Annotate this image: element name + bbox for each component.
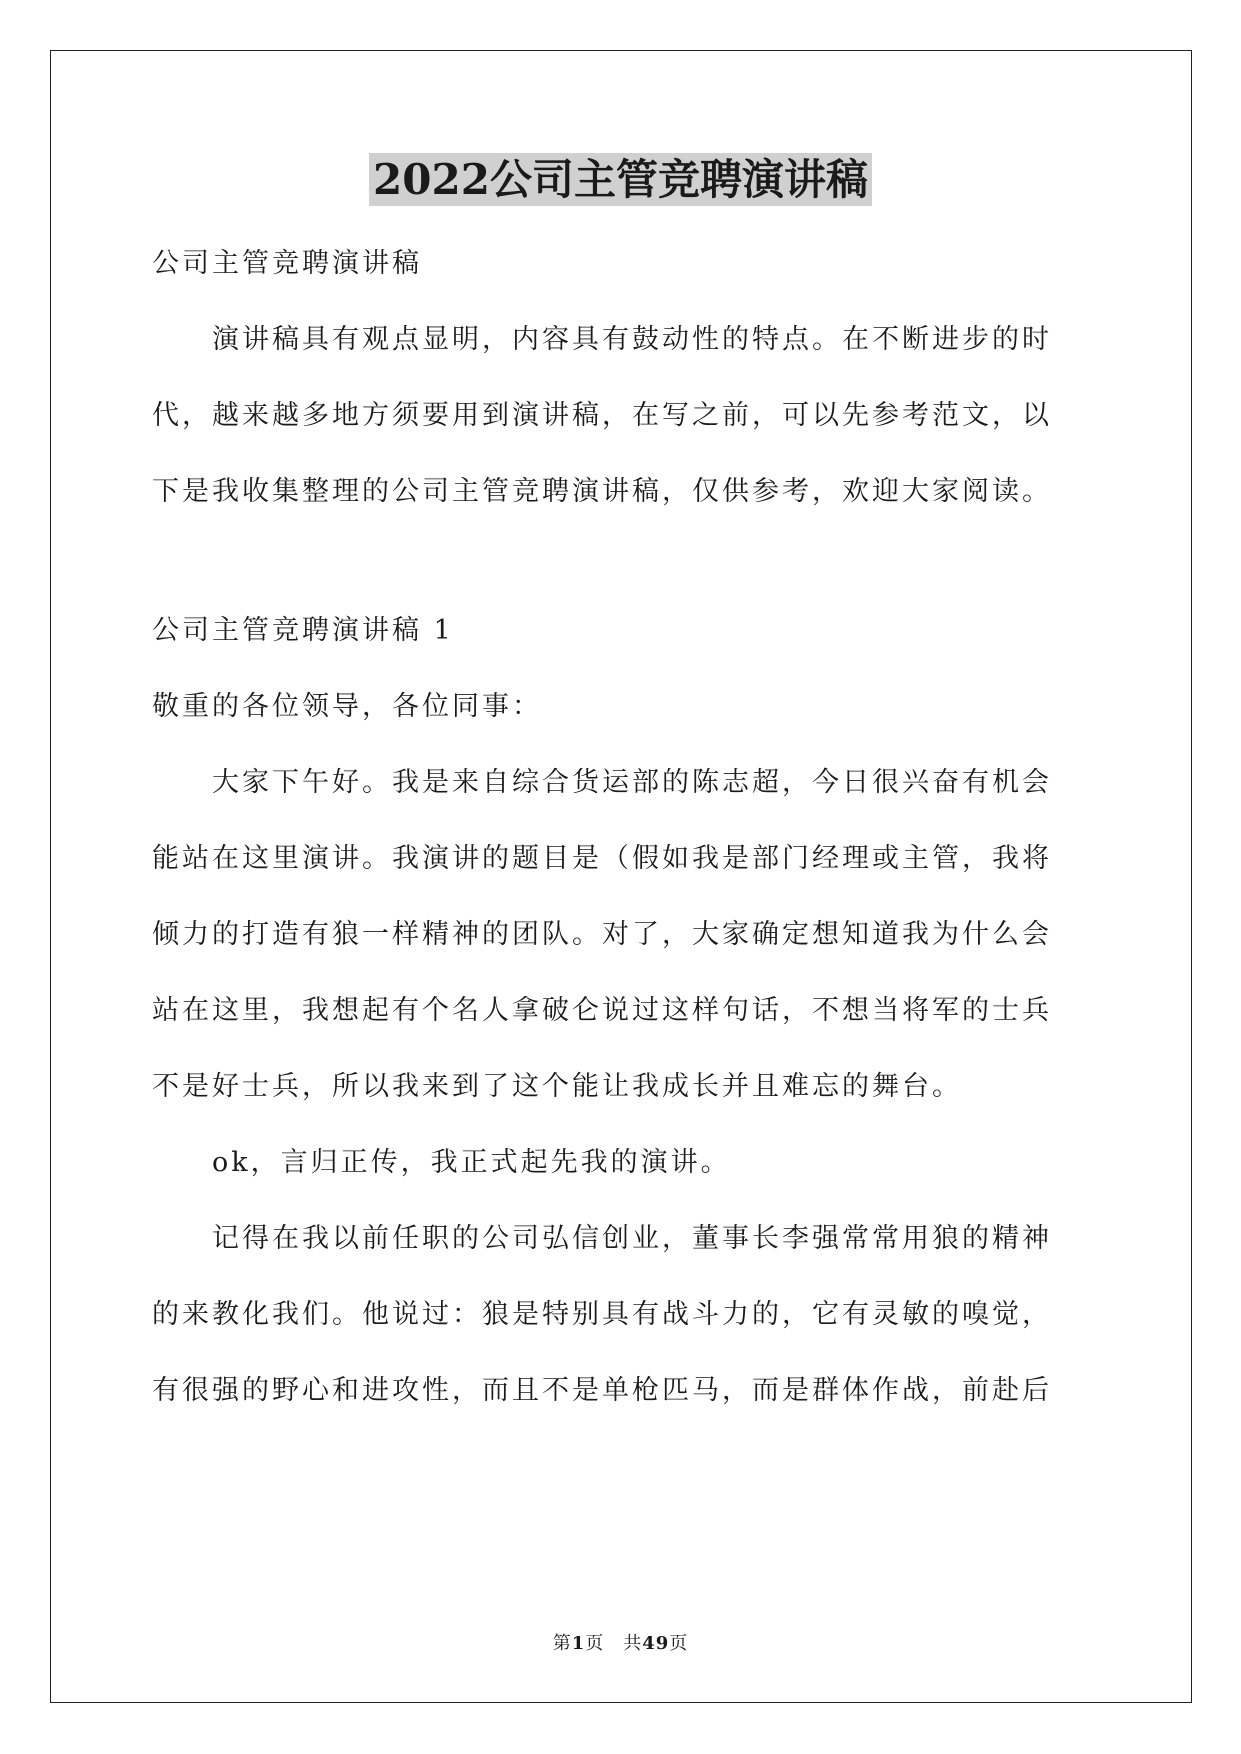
salutation: 敬重的各位领导，各位同事： [152,691,542,722]
section-heading: 公司主管竞聘演讲稿 1 [152,615,454,646]
intro-line: 演讲稿具有观点显明，内容具有鼓动性的特点。在不断进步的时 [152,324,1052,355]
intro-line: 下是我收集整理的公司主管竞聘演讲稿，仅供参考，欢迎大家阅读。 [152,476,1052,507]
document-subtitle: 公司主管竞聘演讲稿 [152,248,422,279]
body-line: 站在这里，我想起有个名人拿破仑说过这样句话，不想当将军的士兵 [152,995,1052,1026]
body-line: 大家下午好。我是来自综合货运部的陈志超，今日很兴奋有机会 [152,767,1052,798]
footer-page-prefix: 第 [552,1633,572,1654]
footer-page-mid: 页 共 [585,1633,643,1654]
body-line: 能站在这里演讲。我演讲的题目是（假如我是部门经理或主管，我将 [152,843,1052,874]
document-title [0,150,1241,210]
body-line: 的来教化我们。他说过：狼是特别具有战斗力的，它有灵敏的嗅觉， [152,1299,1052,1330]
footer-total-pages: 49 [642,1633,670,1654]
body-line: 记得在我以前任职的公司弘信创业，董事长李强常常用狼的精神 [152,1223,1052,1254]
footer-page-number: 1 [571,1633,586,1654]
body-line: ok，言归正传，我正式起先我的演讲。 [152,1147,731,1178]
page-footer [0,1632,1241,1656]
body-line: 倾力的打造有狼一样精神的团队。对了，大家确定想知道我为什么会 [152,919,1052,950]
body-line: 有很强的野心和进攻性，而且不是单枪匹马，而是群体作战，前赴后 [152,1375,1052,1406]
document-title-text: 2022公司主管竞聘演讲稿 [369,153,872,206]
footer-page-suffix: 页 [669,1633,689,1654]
intro-line: 代，越来越多地方须要用到演讲稿，在写之前，可以先参考范文，以 [152,400,1052,431]
body-line: 不是好士兵，所以我来到了这个能让我成长并且难忘的舞台。 [152,1071,962,1102]
